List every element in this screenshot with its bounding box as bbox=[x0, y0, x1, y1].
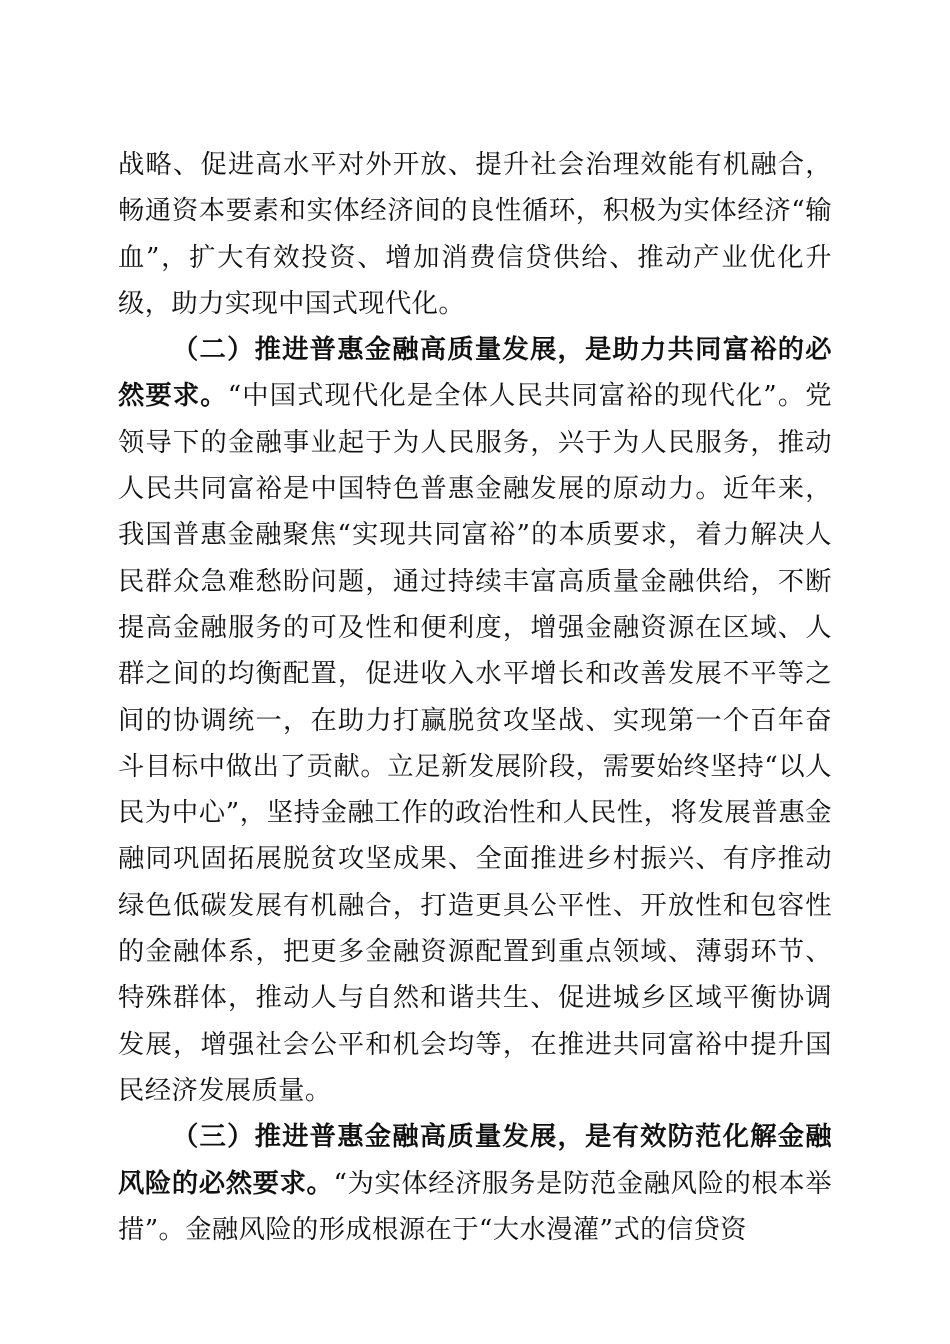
section-heading-two: （二）推进普惠金融高质量发展，是助力共同富裕的必然要求。 bbox=[118, 334, 832, 412]
paragraph-continuation: 战略、促进高水平对外开放、提升社会治理效能有机融合，畅通资本要素和实体经济间的良性循环，积极为实体经济“输血”，扩大有效投资、增加消费信贷供给、推动产业优化升级，助力实现中国式现代化。 bbox=[118, 150, 832, 319]
paragraph-two-body: “中国式现代化是全体人民共同富裕的现代化”。党领导下的金融事业起于为人民服务，兴于为人民服务，推动人民共同富裕是中国特色普惠金融发展的原动力。近年来，我国普惠金融聚焦“实现共同富裕”的本质要求，着力解决人民群众急难愁盼问题，通过持续丰富高质量金融供给，不断提高金融服务的可及性和便利度，增强金融资源在区域、人群之间的均衡配置，促进收入水平增长和改善发展不平等之间的协调统一，在助力打赢脱贫攻坚战、实现第一个百年奋斗目标中做出了贡献。立足新发展阶段，需要始终坚持“以人民为中心”，坚持金融工作的政治性和人民性，将发展普惠金融同巩固拓展脱贫攻坚成果、全面推进乡村振兴、有序推动绿色低碳发展有机融合，打造更具公平性、开放性和包容性的金融体系，把更多金融资源配置到重点领域、薄弱环节、特殊群体，推动人与自然和谐共生、促进城乡区域平衡协调发展，增强社会公平和机会均等，在推进共同富裕中提升国民经济发展质量。 bbox=[118, 381, 832, 1106]
document-body bbox=[118, 142, 832, 1253]
paragraph-three-body: “为实体经济服务是防范金融风险的根本举措”。金融风险的形成根源在于“大水漫灌”式的信贷资 bbox=[118, 1168, 833, 1245]
paragraph-three bbox=[118, 1114, 832, 1253]
paragraph-two bbox=[118, 327, 832, 1114]
section-heading-three: （三）推进普惠金融高质量发展，是有效防范化解金融风险的必然要求。 bbox=[118, 1121, 832, 1199]
